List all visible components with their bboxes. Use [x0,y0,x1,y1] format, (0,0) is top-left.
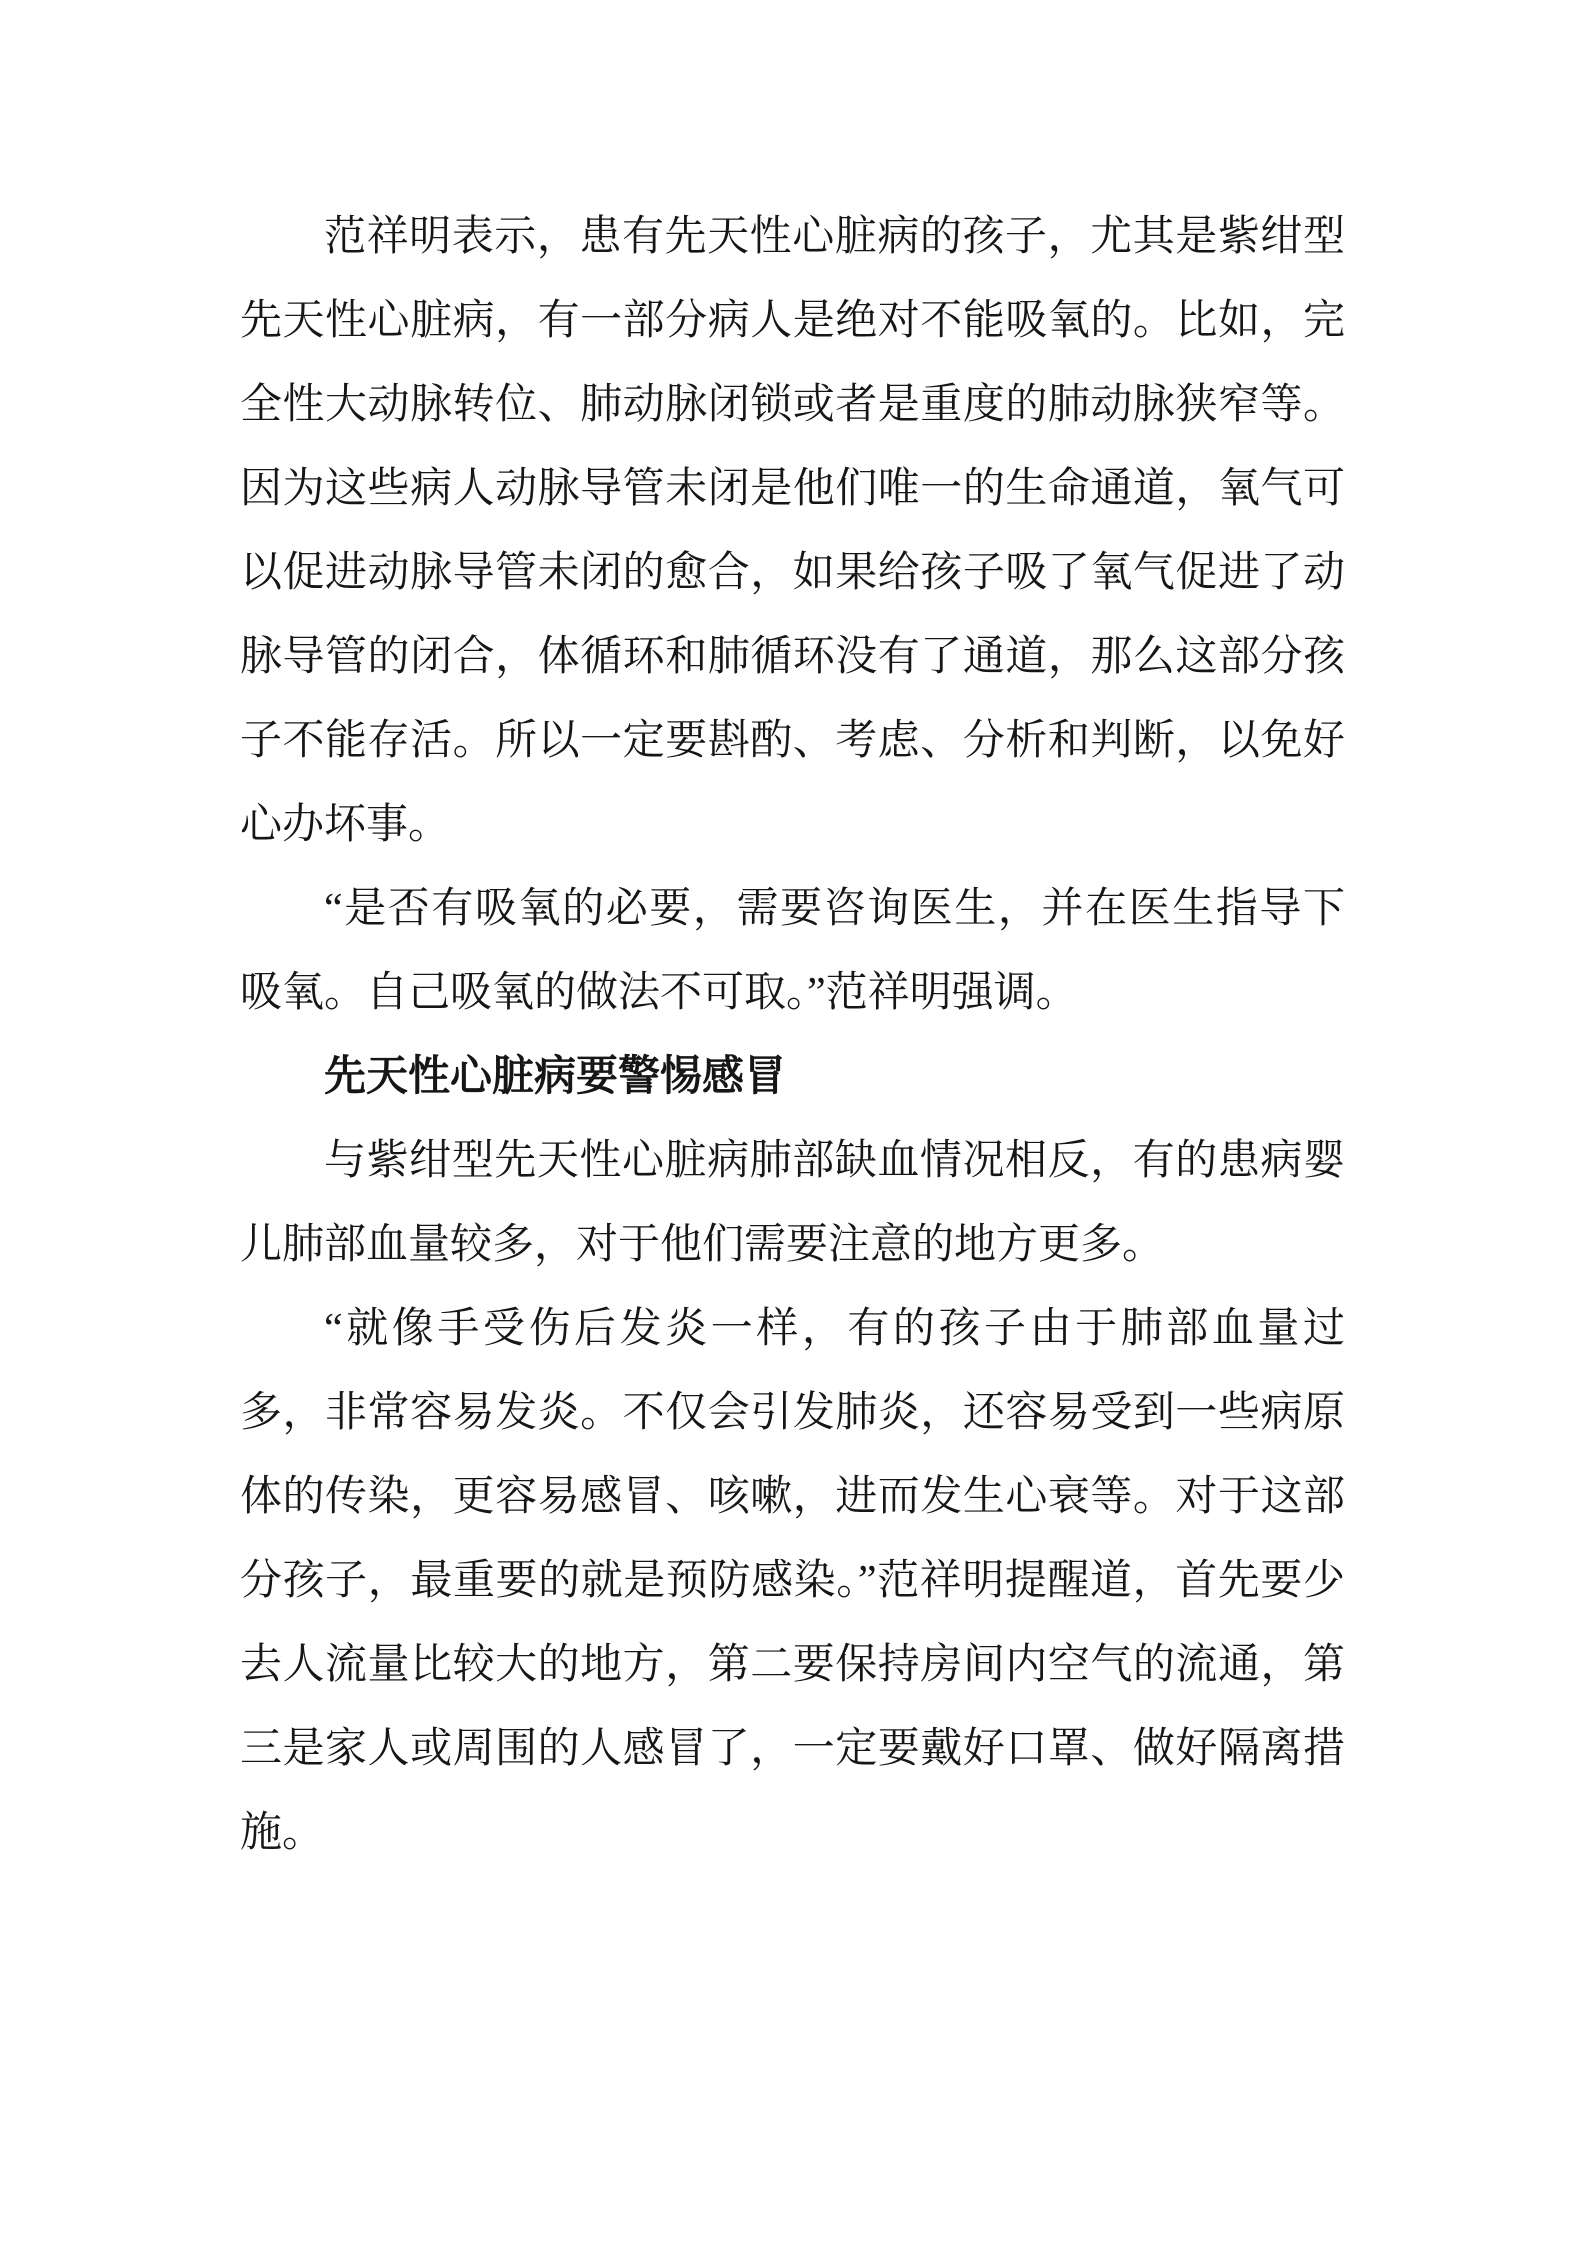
paragraph-infection-prevention: “就像手受伤后发炎一样，有的孩子由于肺部血量过多，非常容易发炎。不仅会引发肺炎，还容易受到一些病原体的传染，更容易感冒、咳嗽，进而发生心衰等。对于这部分孩子，最重要的就是预防感染。”范祥明提醒道，首先要少去人流量比较大的地方，第二要保持房间内空气的流通，第三是家人或周围的人感冒了，一定要戴好口罩、做好隔离措施。 [240,1306,1345,1856]
paragraph-lung-blood-volume: 与紫绀型先天性心脏病肺部缺血情况相反，有的患病婴儿肺部血量较多，对于他们需要注意的地方更多。 [240,1138,1345,1268]
paragraph-oxygen-warning: 范祥明表示，患有先天性心脏病的孩子，尤其是紫绀型先天性心脏病，有一部分病人是绝对不能吸氧的。比如，完全性大动脉转位、肺动脉闭锁或者是重度的肺动脉狭窄等。因为这些病人动脉导管未闭是他们唯一的生命通道，氧气可以促进动脉导管未闭的愈合，如果给孩子吸了氧气促进了动脉导管的闭合，体循环和肺循环没有了通道，那么这部分孩子不能存活。所以一定要斟酌、考虑、分析和判断，以免好心办坏事。 [240,214,1345,848]
section-heading-beware-colds: 先天性心脏病要警惕感冒 [324,1054,787,1100]
document-body [240,195,1345,1875]
paragraph-doctor-quote: “是否有吸氧的必要，需要咨询医生，并在医生指导下吸氧。自己吸氧的做法不可取。”范祥明强调。 [240,886,1345,1016]
